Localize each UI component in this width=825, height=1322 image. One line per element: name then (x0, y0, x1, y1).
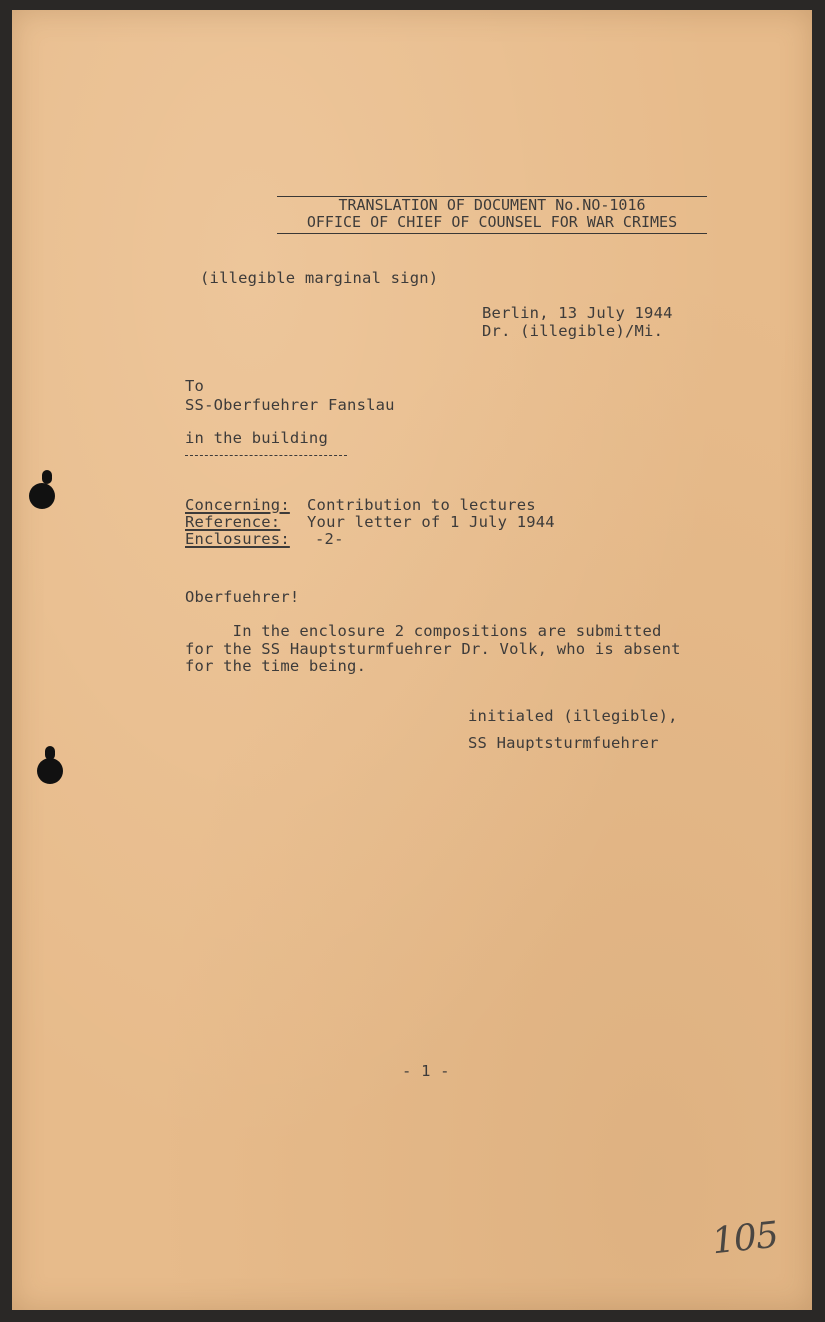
addressee-name: SS-Oberfuehrer Fanslau (185, 396, 395, 414)
enclosures-value: -2- (315, 530, 344, 548)
body-line-2: for the SS Hauptsturmfuehrer Dr. Volk, who is absent (185, 640, 681, 658)
addressee-location: in the building (185, 429, 328, 447)
reference-label: Reference: (185, 513, 281, 531)
header-office: OFFICE OF CHIEF OF COUNSEL FOR WAR CRIMES (277, 214, 707, 234)
document-page (12, 10, 812, 1310)
concerning-value: Contribution to lectures (307, 496, 536, 514)
concerning-label: Concerning: (185, 496, 290, 514)
translation-header (277, 196, 707, 234)
signature-initialed: initialed (illegible), (468, 707, 678, 725)
body-line-3: for the time being. (185, 657, 367, 675)
addressee-to: To (185, 377, 205, 395)
header-title: TRANSLATION OF DOCUMENT No.NO-1016 (338, 196, 646, 214)
place-date: Berlin, 13 July 1944 (482, 304, 673, 322)
salutation: Oberfuehrer! (185, 588, 300, 606)
marginal-note: (illegible marginal sign) (200, 269, 439, 287)
reference-mark: Dr. (illegible)/Mi. (482, 322, 664, 340)
reference-value: Your letter of 1 July 1944 (307, 513, 555, 531)
enclosures-label: Enclosures: (185, 530, 290, 548)
handwritten-page-number: 105 (710, 1214, 780, 1263)
addressee-rule (185, 455, 347, 456)
signature-rank: SS Hauptsturmfuehrer (468, 734, 659, 752)
page-number: - 1 - (402, 1062, 450, 1080)
body-line-1: In the enclosure 2 compositions are submitted (185, 622, 662, 640)
